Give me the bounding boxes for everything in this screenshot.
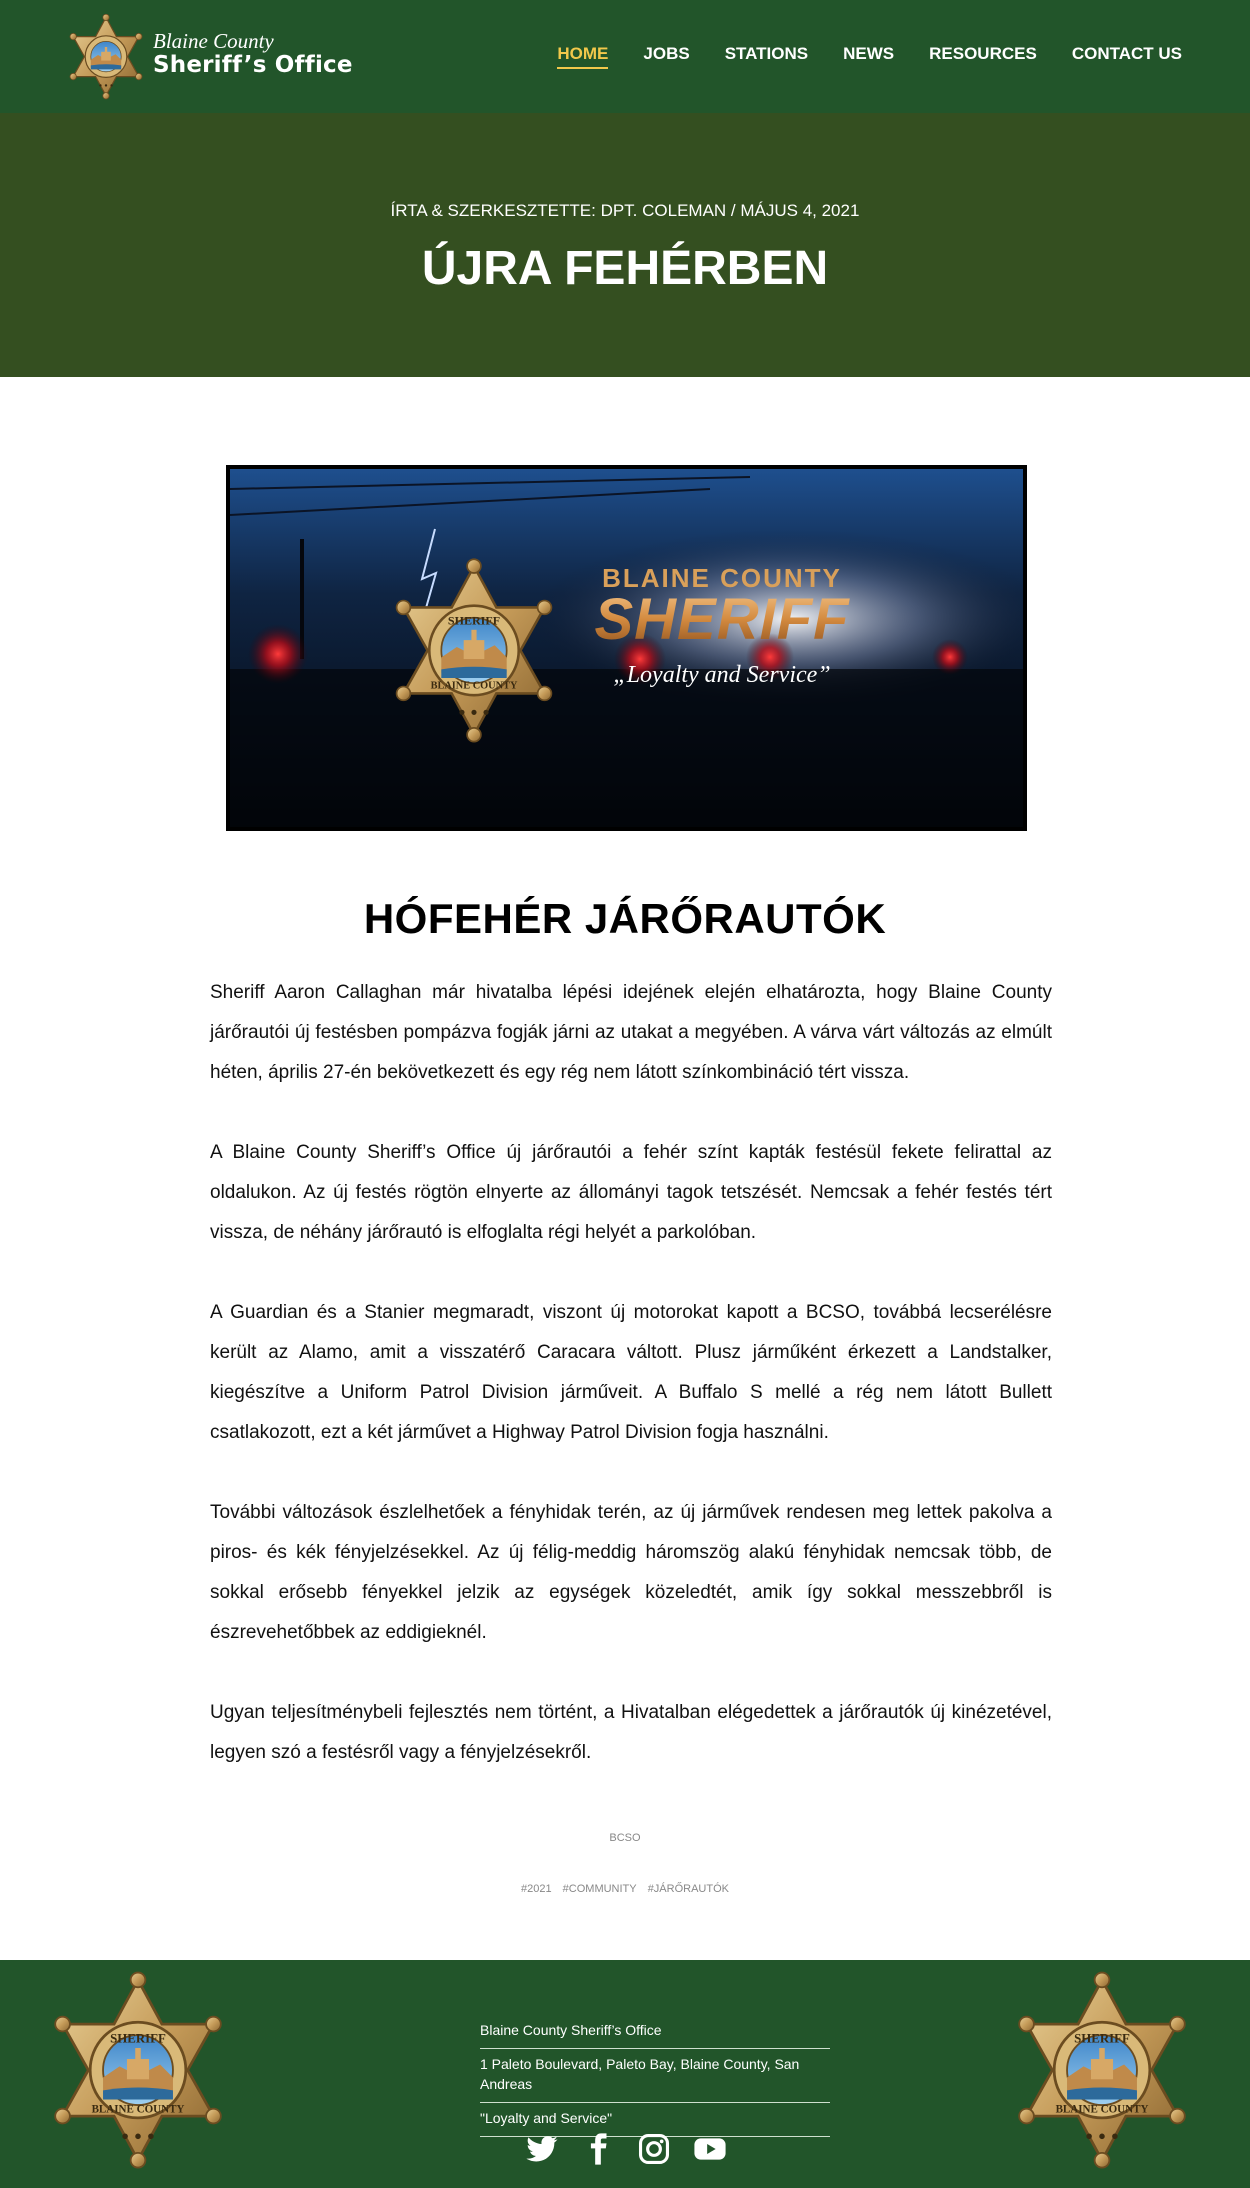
article-body bbox=[210, 973, 1052, 1813]
post-meta: ÍRTA & SZERKESZTETTE: DPT. COLEMAN / MÁJUS 4, 2021 bbox=[390, 201, 860, 220]
brand-name[interactable] bbox=[153, 30, 353, 78]
brand-line-1: Blaine County bbox=[153, 29, 274, 53]
footer-org-name: Blaine County Sheriff’s Office bbox=[480, 2020, 830, 2049]
instagram-icon[interactable] bbox=[637, 2132, 671, 2166]
footer-badge-left bbox=[46, 1968, 230, 2174]
article-paragraph: Sheriff Aaron Callaghan már hivatalba lépési idejének elején elhatározta, hogy Blaine County járőrautói új festésben pompázva fogják járni az utakat a megyében. A várva várt változás az elmúlt héten, április 27-én bekövetkezett és egy rég nem látott színkombináció tért vissza. bbox=[210, 982, 1052, 1083]
article-paragraph: A Blaine County Sheriff’s Office új járőrautói a fehér színt kapták festésül fekete felirattal az oldalukon. Az új festés rögtön elnyerte az állományi tagok tetszését. Nemcsak a fehér festés tért vissza, de néhány járőrautó is elfoglalta régi helyét a parkolóban. bbox=[210, 1142, 1052, 1243]
nav-home[interactable]: HOME bbox=[557, 44, 608, 69]
banner-line-1: BLAINE COUNTY bbox=[602, 563, 842, 593]
brand-line-2: Sheriff’s Office bbox=[153, 52, 353, 78]
footer-address: 1 Paleto Boulevard, Paleto Bay, Blaine County, San Andreas bbox=[480, 2049, 830, 2103]
tag-link[interactable]: #JÁRŐRAUTÓK bbox=[647, 1883, 729, 1895]
nav-stations[interactable]: STATIONS bbox=[724, 44, 809, 63]
article-paragraph: A Guardian és a Stanier megmaradt, viszont új motorokat kapott a BCSO, továbbá lecserélésre került az Alamo, amit a visszatérő Caracara váltott. Plusz járműként érkezett a Landstalker, kiegészítve a Uniform Patrol Division járműveit. A Buffalo S mellé a rég nem látott Bullett csatlakozott, ezt a két járművet a Highway Patrol Division fogja használni. bbox=[210, 1302, 1052, 1443]
nav-news[interactable]: NEWS bbox=[843, 44, 895, 63]
banner-motto: „Loyalty and Service” bbox=[613, 662, 831, 688]
post-category[interactable]: BCSO bbox=[609, 1832, 641, 1844]
tag-link[interactable]: #2021 bbox=[521, 1883, 552, 1895]
footer-badge-left-bottom: BLAINE COUNTY bbox=[91, 2103, 185, 2116]
post-title: ÚJRA FEHÉRBEN bbox=[421, 242, 829, 295]
banner-badge-bottom: BLAINE COUNTY bbox=[430, 680, 518, 692]
main-nav bbox=[522, 44, 1182, 69]
footer-badge-right bbox=[1010, 1968, 1194, 2174]
nav-jobs[interactable]: JOBS bbox=[643, 44, 690, 63]
article-heading: HÓFEHÉR JÁRŐRAUTÓK bbox=[363, 895, 887, 942]
footer-contact-info bbox=[480, 2020, 830, 2137]
post-banner-image bbox=[226, 465, 1027, 831]
banner-badge-top: SHERIFF bbox=[447, 613, 501, 628]
youtube-icon[interactable] bbox=[693, 2132, 727, 2166]
tag-link[interactable]: #COMMUNITY bbox=[562, 1883, 637, 1895]
site-header bbox=[0, 0, 1250, 113]
footer-badge-left-top: SHERIFF bbox=[110, 2031, 166, 2046]
twitter-icon[interactable] bbox=[525, 2132, 559, 2166]
footer-badge-right-top: SHERIFF bbox=[1074, 2031, 1130, 2046]
site-footer bbox=[0, 1960, 1250, 2188]
banner-line-2: SHERIFF bbox=[594, 587, 850, 652]
article-paragraph: További változások észlelhetőek a fényhidak terén, az új járművek rendesen meg lettek pakolva a piros- és kék fényjelzésekkel. Az új félig-meddig háromszög alakú fényhidak nemcsak több, de sokkal erősebb fényekkel jelzik az egységek közeledtét, amik így sokkal messzebbről is észrevehetőbbek az eddigieknél. bbox=[210, 1502, 1052, 1643]
footer-badge-right-bottom: BLAINE COUNTY bbox=[1055, 2103, 1149, 2116]
sheriff-badge-logo[interactable] bbox=[66, 14, 146, 100]
facebook-icon[interactable] bbox=[581, 2132, 615, 2166]
nav-resources[interactable]: RESOURCES bbox=[929, 44, 1037, 63]
article-paragraph: Ugyan teljesítménybeli fejlesztés nem történt, a Hivatalban elégedettek a járőrautók új kinézetével, legyen szó a festésről vagy a fényjelzésekről. bbox=[210, 1702, 1052, 1763]
post-hero bbox=[0, 113, 1250, 377]
nav-contact-us[interactable]: CONTACT US bbox=[1071, 44, 1182, 63]
post-tags bbox=[0, 1883, 1250, 1895]
social-links bbox=[525, 2132, 727, 2166]
footer-motto: "Loyalty and Service" bbox=[480, 2103, 830, 2137]
banner-graphic bbox=[230, 469, 1023, 827]
